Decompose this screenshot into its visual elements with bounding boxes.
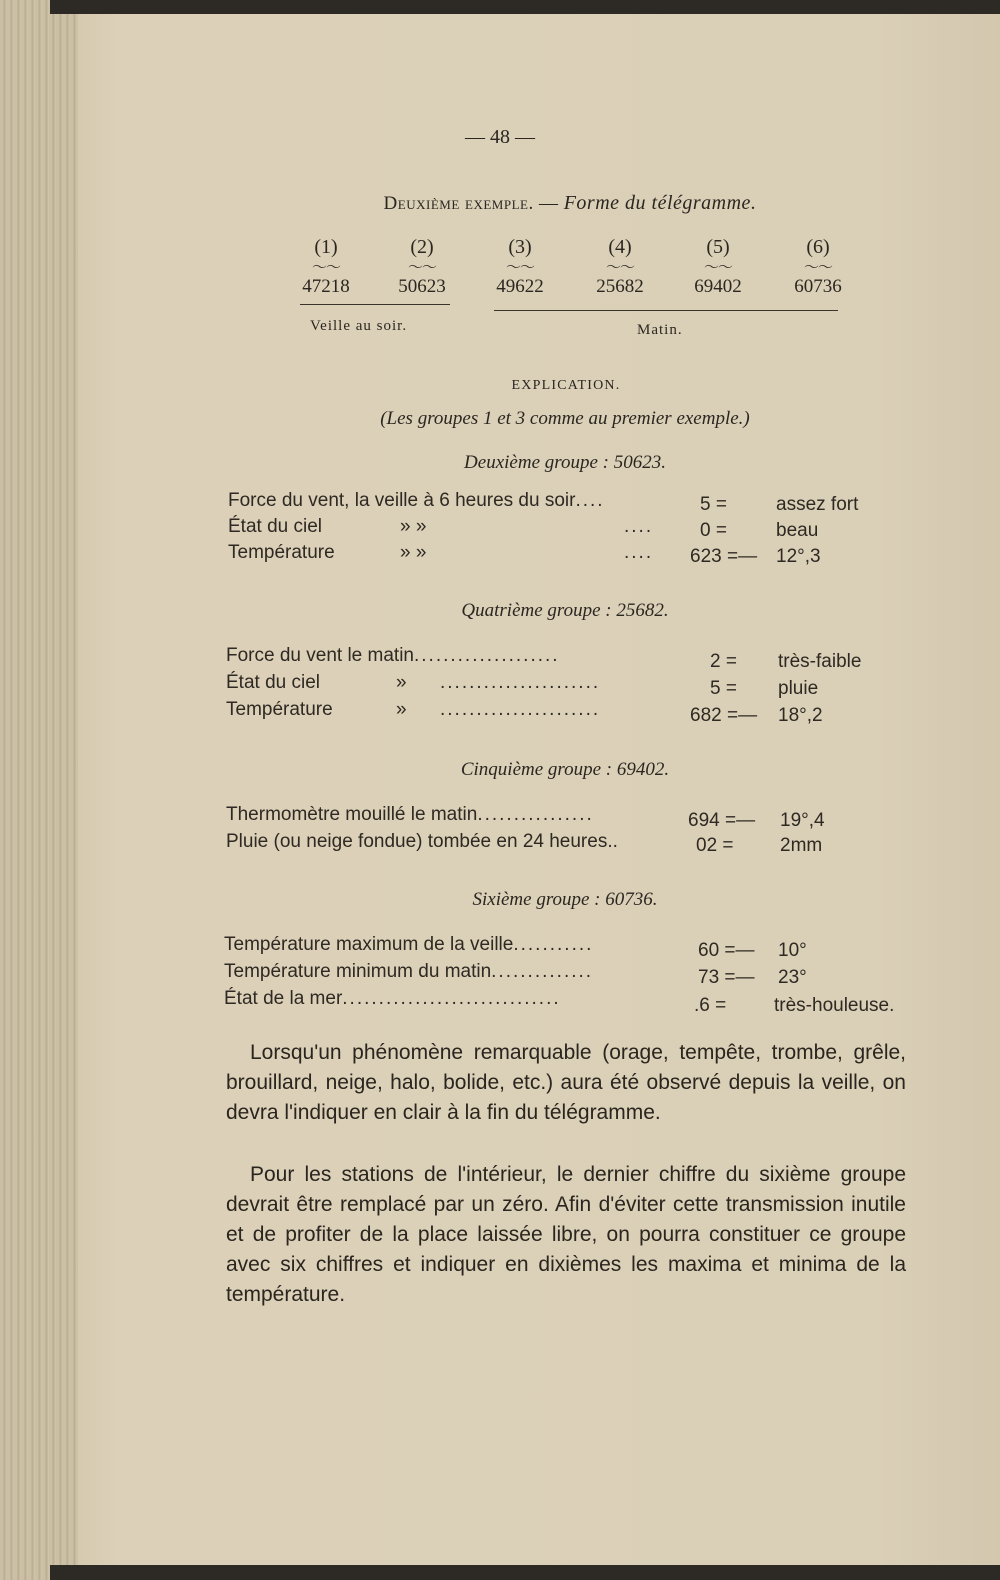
row-label: Thermomètre mouillé le matin [226, 804, 478, 825]
section2-row1-meaning: assez fort [776, 494, 859, 515]
group-value-1: 47218 [302, 276, 350, 297]
section6-row2-meaning: 23° [778, 967, 807, 988]
tilde-mark-6: 〜〜 [803, 260, 832, 276]
row-label: État de la mer [224, 988, 343, 1009]
row-dots: .................... [413, 645, 560, 666]
section2-row2-ditto: » » [400, 516, 427, 537]
group-value-5: 69402 [694, 276, 742, 297]
section4-row2-dots: ...................... [440, 672, 601, 693]
paragraph-text: Pour les stations de l'intérieur, le dernier chiffre du sixième groupe devrait être remplacé par un zéro. Afin d'éviter cette transmission inutile et de profiter de la place laissée libre, on pourra constituer ce groupe avec six chiffres et indiquer en dixièmes les maxima et minima de la température. [226, 1163, 906, 1306]
evening-brace [300, 304, 450, 305]
paragraph-phenomena [226, 1038, 906, 1128]
section4-row2-meaning: pluie [778, 678, 819, 699]
section5-row1-code: 694 =— [688, 810, 756, 831]
section6-row3-meaning: très-houleuse. [774, 995, 895, 1016]
page-number: — 48 — [465, 126, 535, 148]
section2-row3-label: Température [228, 542, 335, 563]
section2-row2-meaning: beau [776, 520, 819, 541]
section6-row1-code: 60 =— [698, 940, 755, 961]
row-dots: ................ [477, 804, 594, 825]
section2-row3-code: 623 =— [690, 546, 758, 567]
tilde-mark-2: 〜〜 [407, 260, 436, 276]
section4-row3-code: 682 =— [690, 705, 758, 726]
section2-row1-label [228, 490, 605, 512]
group-index-4: (4) [608, 236, 632, 258]
example-title [0, 192, 1000, 215]
section6-row2-label [224, 961, 593, 983]
row-dots: .............................. [342, 988, 561, 1009]
row-dots: ........... [513, 934, 594, 955]
section6-row2-code: 73 =— [698, 967, 755, 988]
group-value-4: 25682 [596, 276, 644, 297]
section2-row1-code: 5 = [700, 494, 727, 515]
title-subtitle: Forme du télégramme. [563, 192, 757, 214]
section6-row1-label [224, 934, 593, 956]
caption-morning: Matin. [637, 322, 683, 338]
section-heading-5: Cinquième groupe : 69402. [460, 759, 670, 780]
group-index-2: (2) [410, 236, 434, 258]
page-binding-edge [0, 0, 78, 1580]
caption-evening: Veille au soir. [310, 318, 408, 334]
row-label: Force du vent, la veille à 6 heures du soir [228, 490, 576, 511]
scan-bottom-edge [50, 1565, 1000, 1580]
section4-row2-ditto: » [396, 672, 407, 693]
group-value-2: 50623 [398, 276, 446, 297]
paragraph-text: Lorsqu'un phénomène remarquable (orage, tempête, trombe, grêle, brouillard, neige, halo, bolide, etc.) aura été observé depuis la veille, on devra l'indiquer en clair à la fin du télégramme. [226, 1041, 906, 1124]
group-value-6: 60736 [794, 276, 842, 297]
section2-row2-dots: .... [624, 516, 654, 537]
section4-row1-code: 2 = [710, 651, 737, 672]
tilde-mark-5: 〜〜 [703, 260, 732, 276]
section5-row2-label: Pluie (ou neige fondue) tombée en 24 heures.. [226, 831, 618, 852]
section4-row3-meaning: 18°,2 [778, 705, 823, 726]
tilde-mark-1: 〜〜 [311, 260, 340, 276]
title-dash: — [538, 193, 559, 214]
row-dots: .... [575, 490, 605, 511]
morning-brace [494, 310, 838, 311]
row-label: Température minimum du matin [224, 961, 492, 982]
note-line: (Les groupes 1 et 3 comme au premier exemple.) [380, 408, 750, 429]
section6-row3-code: .6 = [694, 995, 727, 1016]
section5-row2-code: 02 = [696, 835, 734, 856]
row-label: Température maximum de la veille [224, 934, 514, 955]
section6-row3-label [224, 988, 561, 1010]
section5-row2-meaning: 2mm [780, 835, 823, 856]
scan-top-edge [50, 0, 1000, 14]
section2-row2-label: État du ciel [228, 516, 322, 537]
row-label: Force du vent le matin [226, 645, 414, 666]
section-heading-4: Quatrième groupe : 25682. [461, 600, 669, 621]
group-index-5: (5) [706, 236, 730, 258]
section2-row3-ditto: » » [400, 542, 427, 563]
section2-row2-code: 0 = [700, 520, 727, 541]
group-index-3: (3) [508, 236, 532, 258]
group-index-1: (1) [314, 236, 338, 258]
group-index-6: (6) [806, 236, 830, 258]
section4-row1-meaning: très-faible [778, 651, 862, 672]
section4-row2-code: 5 = [710, 678, 737, 699]
section5-row1-meaning: 19°,4 [780, 810, 825, 831]
tilde-mark-4: 〜〜 [605, 260, 634, 276]
section6-row1-meaning: 10° [778, 940, 807, 961]
group-value-3: 49622 [496, 276, 544, 297]
section2-row3-dots: .... [624, 542, 654, 563]
section-heading-6: Sixième groupe : 60736. [472, 889, 658, 910]
row-dots: .............. [491, 961, 594, 982]
section4-row2-label: État du ciel [226, 672, 320, 693]
section-heading-2: Deuxième groupe : 50623. [464, 452, 666, 473]
tilde-mark-3: 〜〜 [505, 260, 534, 276]
section2-row3-meaning: 12°,3 [776, 546, 821, 567]
title-label: Deuxième exemple. [383, 193, 534, 214]
section4-row3-label: Température [226, 699, 333, 720]
section4-row3-dots: ...................... [440, 699, 601, 720]
section4-row3-ditto: » [396, 699, 407, 720]
explication-heading: EXPLICATION. [511, 378, 621, 393]
section4-row1-label [226, 645, 560, 667]
section5-row1-label [226, 804, 594, 826]
paragraph-interior-stations [226, 1160, 906, 1310]
